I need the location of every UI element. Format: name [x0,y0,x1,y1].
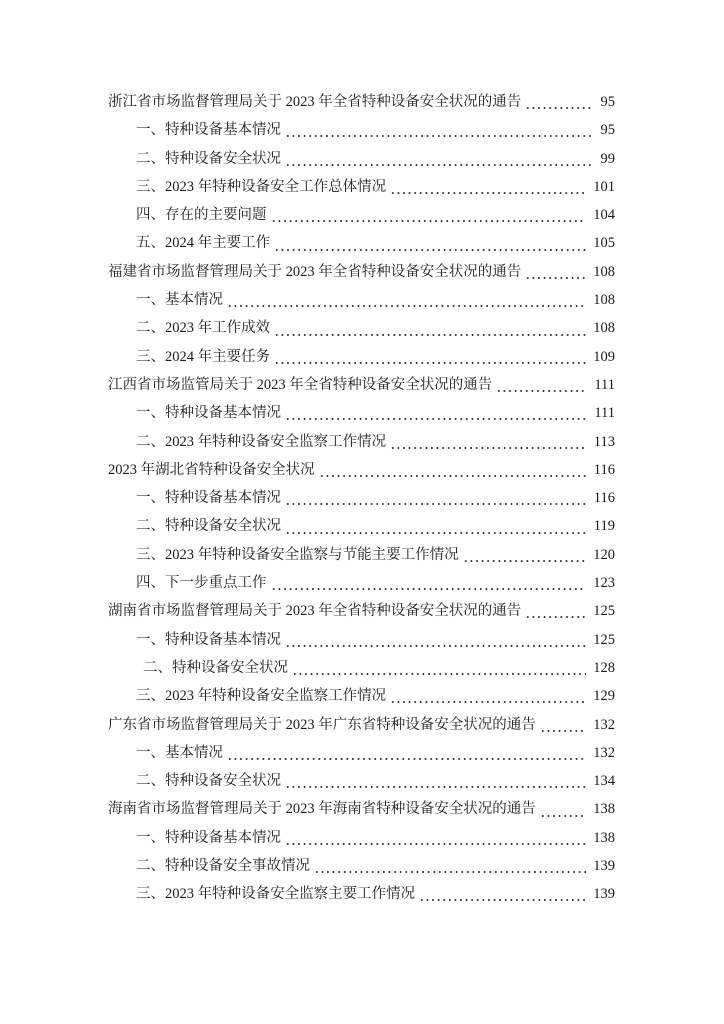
toc-page-number: 109 [593,348,615,365]
toc-page-number: 105 [593,235,615,252]
toc-page-number: 129 [593,688,615,705]
dot-leader [419,892,586,902]
dot-leader [319,468,587,478]
toc-entry-title: 一、特种设备基本情况 [136,405,281,422]
dot-leader [540,808,587,818]
toc-entry-subsection[interactable] [108,428,615,456]
dot-leader [525,270,586,280]
dot-leader [390,185,586,195]
toc-entry-title: 江西省市场监管局关于 2023 年全省特种设备安全状况的通告 [108,376,493,393]
toc-page-number: 108 [593,292,615,309]
toc-page-number: 116 [593,490,615,507]
toc-entry-subsection[interactable] [108,626,615,654]
toc-entry-section[interactable] [108,711,615,739]
dot-leader [463,553,587,563]
toc-entry-subsection[interactable] [108,512,615,540]
toc-page-number: 134 [593,773,615,790]
toc-page-number: 138 [593,801,615,818]
toc-entry-title: 二、2023 年工作成效 [136,320,271,337]
toc-entry-title: 福建省市场监督管理局关于 2023 年全省特种设备安全状况的通告 [108,263,522,280]
toc-entry-title: 五、2024 年主要工作 [136,235,271,252]
toc-page-number: 104 [593,207,615,224]
dot-leader [227,298,586,308]
toc-entry-section[interactable] [108,597,615,625]
toc-entry-title: 二、特种设备安全状况 [136,150,281,167]
dot-leader [292,666,586,676]
toc-entry-subsection[interactable] [108,880,615,908]
dot-leader [274,355,586,365]
toc-entry-title: 二、特种设备安全状况 [136,518,281,535]
toc-page-number: 125 [593,603,615,620]
toc-entry-subsection[interactable] [108,682,615,710]
dot-leader [285,638,586,648]
toc-page-number: 132 [593,716,615,733]
toc-entry-subsection[interactable] [108,852,615,880]
toc-entry-title: 浙江省市场监督管理局关于 2023 年全省特种设备安全状况的通告 [108,94,522,110]
toc-entry-title: 一、基本情况 [136,744,223,761]
toc-entry-title: 二、2023 年特种设备安全监察工作情况 [136,433,387,450]
toc-page-number: 95 [600,94,615,110]
dot-leader [285,411,587,421]
toc-page-number: 132 [593,744,615,761]
toc-page-number: 116 [593,461,615,478]
dot-leader [540,723,587,733]
toc-entry-title: 二、特种设备安全状况 [136,773,281,790]
toc-entry-title: 四、下一步重点工作 [136,575,267,592]
dot-leader [390,694,586,704]
dot-leader [285,496,587,506]
dot-leader [271,213,587,223]
dot-leader [227,751,586,761]
dot-leader [525,609,586,619]
toc-entry-title: 一、特种设备基本情况 [136,490,281,507]
toc-page-number: 123 [593,575,615,592]
toc-entry-title: 一、特种设备基本情况 [136,631,281,648]
toc-entry-section[interactable] [108,795,615,823]
toc-entry-title: 四、存在的主要问题 [136,207,267,224]
toc-page-number: 128 [593,659,615,676]
toc-entry-subsection[interactable] [108,286,615,314]
toc-page-number: 119 [593,518,615,535]
dot-leader [390,440,587,450]
toc-entry-subsection[interactable] [108,201,615,229]
toc-page-number: 125 [593,631,615,648]
toc-entry-subsection[interactable] [108,145,615,173]
toc-page-number: 111 [594,376,615,393]
toc-page-number: 113 [593,433,615,450]
toc-entry-title: 一、特种设备基本情况 [136,829,281,846]
dot-leader [285,128,592,138]
dot-leader [271,581,587,591]
toc-entry-title: 三、2024 年主要任务 [136,348,271,365]
toc-entry-title: 三、2023 年特种设备安全工作总体情况 [136,178,387,195]
toc-entry-title: 湖南省市场监督管理局关于 2023 年全省特种设备安全状况的通告 [108,603,522,620]
toc-entry-subsection[interactable] [108,343,615,371]
toc-page-number: 139 [593,858,615,875]
toc-page-number: 111 [594,405,615,422]
toc-entry-title: 二、特种设备安全状况 [143,659,288,676]
toc-entry-title: 海南省市场监督管理局关于 2023 年海南省特种设备安全状况的通告 [108,801,536,818]
toc-entry-title: 二、特种设备安全事故情况 [136,858,310,875]
toc-entry-section[interactable] [108,88,615,116]
toc-entry-subsection[interactable] [108,739,615,767]
toc-page-number: 139 [593,886,615,903]
dot-leader [285,157,592,167]
toc-page-number: 120 [593,546,615,563]
toc-entry-subsection[interactable] [108,173,615,201]
toc-entry-section[interactable] [108,456,615,484]
toc-page-number: 99 [600,150,615,167]
toc-entry-section[interactable] [108,371,615,399]
toc-entry-title: 三、2023 年特种设备安全监察工作情况 [136,688,387,705]
dot-leader [496,383,587,393]
toc-entry-subsection[interactable] [108,569,615,597]
toc-entry-subsection[interactable] [108,484,615,512]
toc-page-number: 95 [600,122,615,139]
dot-leader [314,864,586,874]
toc-entry-title: 一、基本情况 [136,292,223,309]
dot-leader [274,242,586,252]
toc-entry-section[interactable] [108,258,615,286]
toc-entry-title: 一、特种设备基本情况 [136,122,281,139]
dot-leader [285,836,586,846]
toc-page-number: 101 [593,178,615,195]
toc-entry-subsection[interactable] [108,314,615,342]
dot-leader [285,779,586,789]
toc-page-number: 138 [593,829,615,846]
toc-entry-title: 三、2023 年特种设备安全监察与节能主要工作情况 [136,546,459,563]
toc-entry-subsection[interactable] [108,229,615,257]
table-of-contents [108,88,615,909]
toc-entry-subsection[interactable] [108,767,615,795]
toc-entry-title: 2023 年湖北省特种设备安全状况 [108,461,315,478]
dot-leader [274,327,586,337]
toc-page-number: 108 [593,263,615,280]
toc-entry-subsection[interactable] [108,824,615,852]
dot-leader [285,525,587,535]
toc-entry-title: 三、2023 年特种设备安全监察主要工作情况 [136,886,416,903]
toc-entry-subsection[interactable] [108,654,615,682]
toc-entry-subsection[interactable] [108,116,615,144]
dot-leader [525,100,592,110]
toc-entry-title: 广东省市场监督管理局关于 2023 年广东省特种设备安全状况的通告 [108,716,536,733]
toc-page-number: 108 [593,320,615,337]
toc-entry-subsection[interactable] [108,541,615,569]
toc-entry-subsection[interactable] [108,399,615,427]
